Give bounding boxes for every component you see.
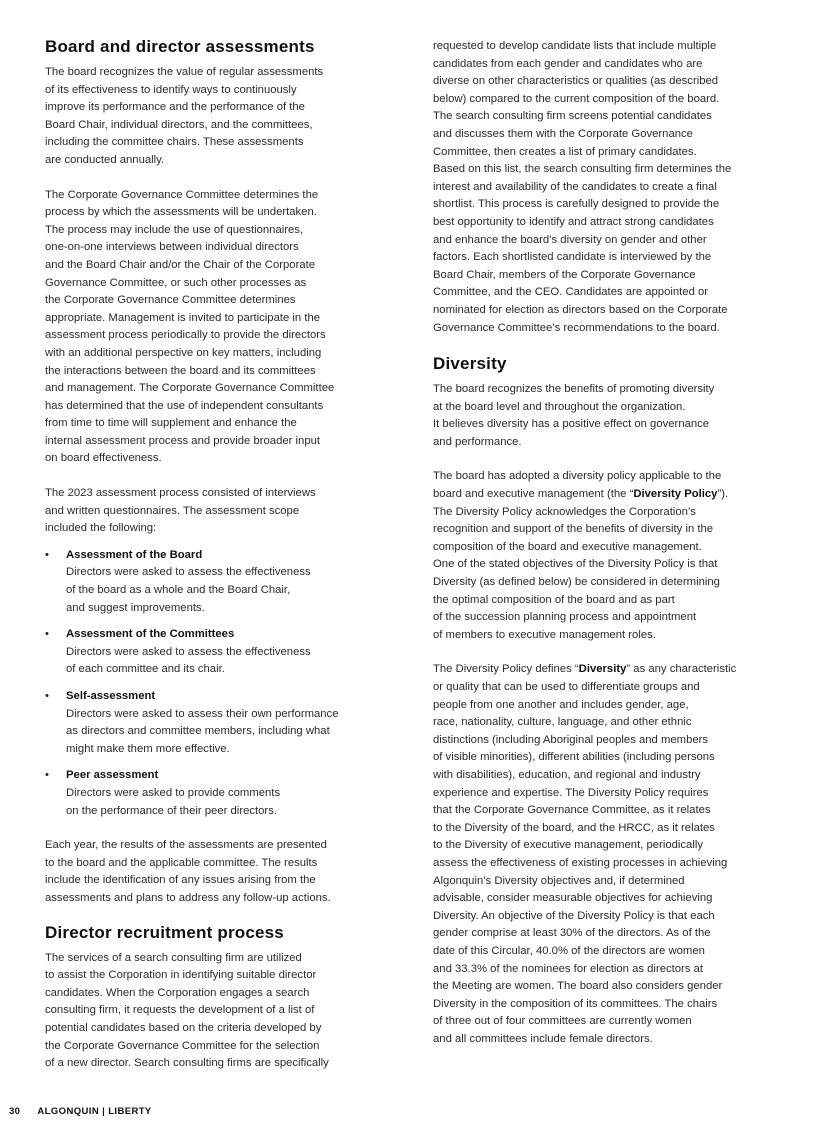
list-item-title: Self-assessment <box>66 690 156 702</box>
paragraph: The 2023 assessment process consisted of interviews and written questionnaires. The assessment scope included the following: <box>45 487 316 535</box>
section-heading-diversity: Diversity <box>433 354 507 374</box>
paragraph: The board recognizes the value of regular assessments of its effectiveness to identify ways to continuously improve its performance and the performance of the Board Chair, individual directors, and the committees, including the committee chairs. These assessments are conducted annually. <box>45 66 324 166</box>
list-item-title: Assessment of the Board <box>66 548 203 561</box>
paragraph <box>433 661 785 1048</box>
right-column <box>433 38 785 1048</box>
text-run: ” as any characteristic or quality that can be used to differentiate groups and people from one another and includes gender, age, race, nationality, culture, language, and other ethnic distinctions (including Aboriginal peoples and members of visible minorities), different abilities (including persons with disabilities), education, and regional and industry experience and expertise. The Diversity Policy requires that the Corporate Governance Committee, as it relates to the Diversity of the board, and the HRCC, as it relates to the Diversity of executive management, periodically assess the effectiveness of existing processes in achieving Algonquin’s Diversity objectives and, if determined advisable, consider measurable objectives for achieving Diversity. An objective of the Diversity Policy is that each gender comprise at least 30% of the directors. As of the date of this Circular, 40.0% of the directors are women and 33.3% of the nominees for election as directors at the Meeting are women. The board also considers gender Diversity in the composition of its committees. The chairs of three out of four committees are currently women and all committees include female directors. <box>433 663 737 1045</box>
list-item-text: Directors were asked to assess the effectiveness of the board as a whole and the Board Chair, and suggest improvements. <box>66 566 311 614</box>
paragraph: The Corporate Governance Committee determines the process by which the assessments will be undertaken. The process may include the use of questionnaires, one-on-one interviews between individual directors and the Board Chair and/or the Chair of the Corporate Governance Committee, or such other processes as the Corporate Governance Committee determines appropriate. Management is invited to participate in the assessment process periodically to provide the directors with an additional perspective on key matters, including the interactions between the board and its committees and management. The Corporate Governance Committee has determined that the use of independent consultants from time to time will supplement and enhance the internal assessment process and provide broader input on board effectiveness. <box>45 188 335 465</box>
list-item-title: Assessment of the Committees <box>66 628 235 641</box>
bullet-icon: • <box>45 769 49 782</box>
list-item <box>45 767 397 820</box>
section-heading-director-recruitment: Director recruitment process <box>45 922 284 942</box>
left-column <box>45 36 397 1073</box>
list-item <box>45 688 397 758</box>
list-item-text: Directors were asked to assess the effectiveness of each committee and its chair. <box>66 645 311 676</box>
brand-name: ALGONQUIN | LIBERTY <box>37 1106 152 1117</box>
list-item <box>45 547 397 617</box>
list-item-title: Peer assessment <box>66 769 159 782</box>
defined-term: Diversity <box>578 663 627 676</box>
paragraph <box>433 468 785 644</box>
defined-term: Diversity Policy <box>633 488 718 501</box>
paragraph: The services of a search consulting firm are utilized to assist the Corporation in identifying suitable director candidates. When the Corporation engages a search consulting firm, it requests the development of a list of potential candidates based on the criteria developed by the Corporate Governance Committee for the selection of a new director. Search consulting firms are specifically <box>45 951 329 1070</box>
bullet-icon: • <box>45 548 49 561</box>
bullet-icon: • <box>45 628 49 641</box>
text-run: ”). The Diversity Policy acknowledges the Corporation’s recognition and support of the benefits of diversity in the composition of the board and executive management. One of the stated objectives of the Diversity Policy is that Diversity (as defined below) be considered in determining the optimal composition of the board and as part of the succession planning process and appointment of members to executive management roles. <box>433 488 729 641</box>
bullet-icon: • <box>45 690 49 702</box>
section-heading-board-assessments: Board and director assessments <box>45 37 315 56</box>
list-item-text: Directors were asked to assess their own performance as directors and committee members, including what might make them more effective. <box>66 707 339 755</box>
paragraph: The board recognizes the benefits of promoting diversity at the board level and throughout the organization. It believes diversity has a positive effect on governance and performance. <box>433 383 715 448</box>
list-item-text: Directors were asked to provide comments on the performance of their peer directors. <box>66 786 281 817</box>
page-number: 30 <box>9 1106 21 1117</box>
paragraph: requested to develop candidate lists that include multiple candidates from each gender and candidates who are diverse on other characteristics or qualities (as described below) compared to the current composition of the board. The search consulting firm screens potential candidates and discusses them with the Corporate Governance Committee, then creates a list of primary candidates. Based on this list, the search consulting firm determines the interest and availability of the candidates to create a final shortlist. This process is carefully designed to provide the best opportunity to identify and attract strong candidates and enhance the board’s diversity on gender and other factors. Each shortlisted candidate is interviewed by the Board Chair, members of the Corporate Governance Committee, and the CEO. Candidates are appointed or nominated for election as directors based on the Corporate Governance Committee’s recommendations to the board. <box>433 40 732 334</box>
paragraph: Each year, the results of the assessments are presented to the board and the applicable committee. The results include the identification of any issues arising from the assessments and plans to address any follow-up actions. <box>45 839 331 904</box>
text-run: The Diversity Policy defines “ <box>433 663 579 676</box>
text-run: The board has adopted a diversity policy applicable to the board and executive management (the “ <box>433 470 722 501</box>
list-item <box>45 626 397 679</box>
page-footer <box>9 1106 152 1117</box>
assessment-scope-list <box>45 547 397 820</box>
